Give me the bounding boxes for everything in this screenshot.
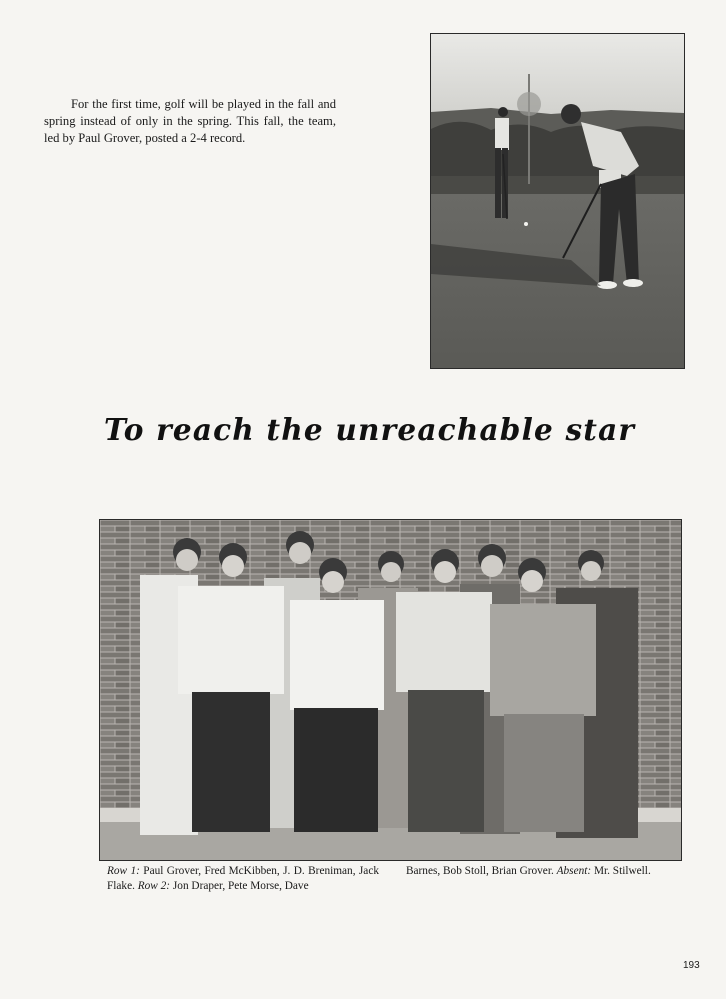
- caption-absent-names: Mr. Stilwell.: [591, 865, 651, 877]
- caption-row2-names: Jon Draper, Pete Morse, Dave: [170, 880, 309, 892]
- headline: To reach the unreachable star: [104, 412, 636, 447]
- golf-team-photo: [99, 519, 682, 861]
- caption-row1-label: Row 1:: [107, 865, 140, 877]
- caption-left-column: [107, 864, 379, 894]
- golf-practice-photo: [430, 33, 685, 369]
- caption-row2-label: Row 2:: [137, 880, 171, 892]
- intro-paragraph: For the first time, golf will be played in the fall and spring instead of only in the spring. This fall, the team, led by Paul Grover, posted a 2-4 record.: [44, 97, 336, 145]
- caption-absent-label: Absent:: [556, 865, 592, 877]
- page-number: 193: [683, 960, 700, 971]
- caption-row2-names-cont: Barnes, Bob Stoll, Brian Grover.: [406, 865, 557, 877]
- caption-row1-names: Paul Grover, Fred McKibben, J. D. Breniman, Jack Flake.: [107, 865, 379, 892]
- caption-right-column: [406, 864, 682, 879]
